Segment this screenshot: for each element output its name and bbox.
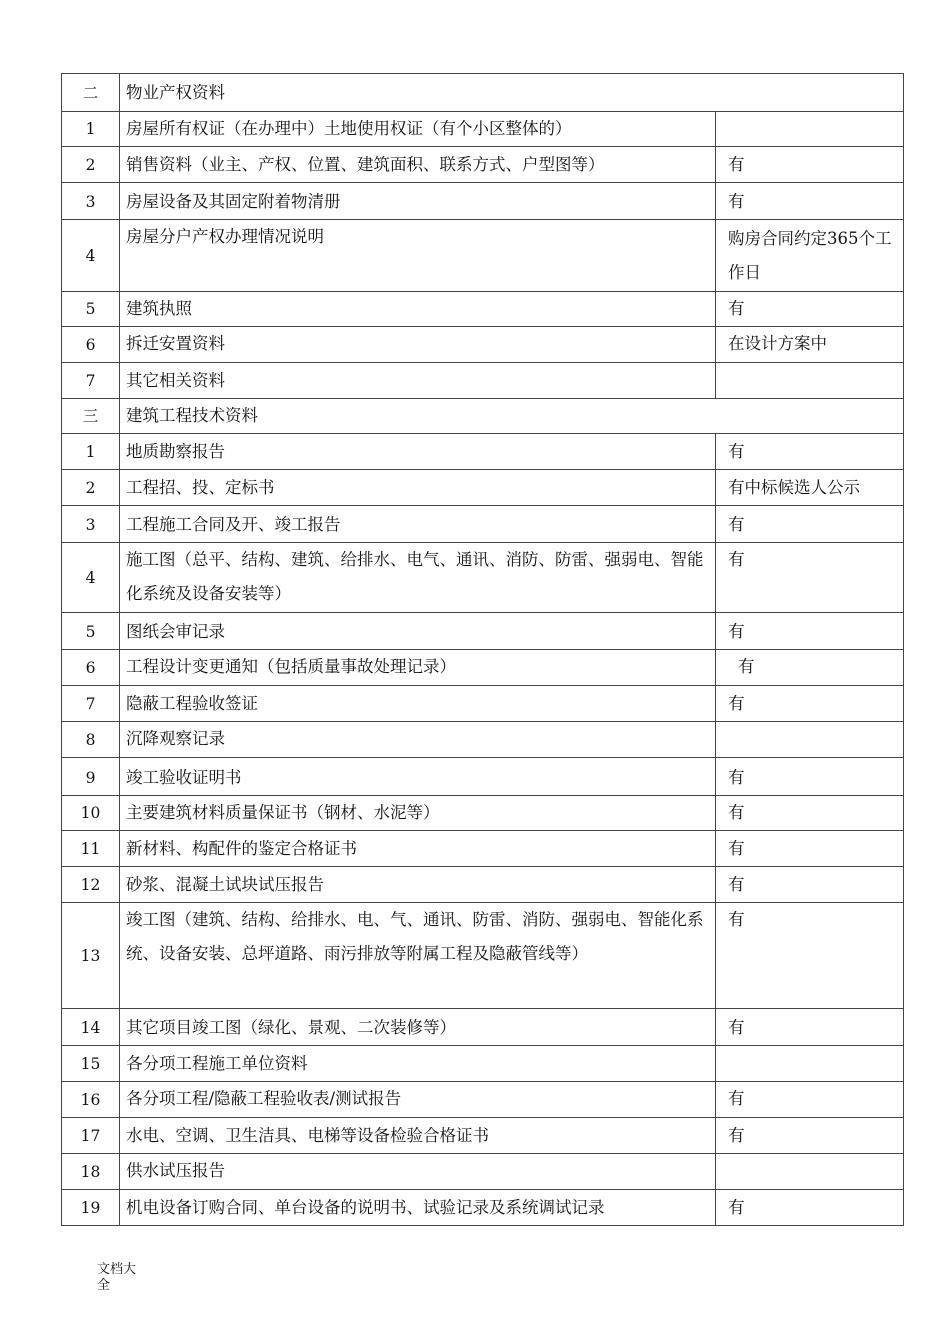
table-row [62, 470, 904, 506]
row-number: 9 [62, 758, 120, 796]
row-status: 有 [716, 796, 904, 831]
row-item: 拆迁安置资料 [120, 327, 716, 363]
section-number: 三 [62, 399, 120, 434]
row-item: 供水试压报告 [120, 1154, 716, 1190]
table-row [62, 722, 904, 758]
row-status: 有中标候选人公示 [716, 470, 904, 506]
row-number: 1 [62, 112, 120, 147]
row-status: 有 [716, 1118, 904, 1154]
row-item: 各分项工程施工单位资料 [120, 1046, 716, 1082]
row-item: 其它项目竣工图（绿化、景观、二次装修等） [120, 1009, 716, 1046]
row-item: 工程招、投、定标书 [120, 470, 716, 506]
table-row [62, 434, 904, 470]
row-number: 2 [62, 470, 120, 506]
row-number: 13 [62, 903, 120, 1009]
row-status [716, 363, 904, 399]
row-number: 6 [62, 650, 120, 686]
row-number: 5 [62, 292, 120, 327]
row-status: 有 [716, 1009, 904, 1046]
table-row [62, 112, 904, 147]
row-number: 7 [62, 363, 120, 399]
asset-document-table [61, 73, 904, 1226]
row-number: 2 [62, 147, 120, 183]
row-item: 竣工图（建筑、结构、给排水、电、气、通讯、防雷、消防、强弱电、智能化系统、设备安装、总坪道路、雨污排放等附属工程及隐蔽管线等） [120, 903, 716, 1009]
row-status [716, 722, 904, 758]
row-item: 施工图（总平、结构、建筑、给排水、电气、通讯、消防、防雷、强弱电、智能化系统及设备安装等） [120, 543, 716, 613]
row-status: 有 [716, 867, 904, 903]
table-row [62, 1190, 904, 1226]
table-row [62, 686, 904, 722]
row-item: 其它相关资料 [120, 363, 716, 399]
table-row [62, 220, 904, 292]
section-number: 二 [62, 74, 120, 112]
row-number: 6 [62, 327, 120, 363]
row-number: 4 [62, 220, 120, 292]
table-row [62, 506, 904, 543]
table-row [62, 543, 904, 613]
row-number: 11 [62, 831, 120, 867]
row-status: 有 [716, 147, 904, 183]
table-row [62, 183, 904, 220]
table-row [62, 363, 904, 399]
row-item: 房屋分户产权办理情况说明 [120, 220, 716, 292]
table-row [62, 327, 904, 363]
row-status [716, 1046, 904, 1082]
row-item: 水电、空调、卫生洁具、电梯等设备检验合格证书 [120, 1118, 716, 1154]
row-number: 3 [62, 183, 120, 220]
row-item: 机电设备订购合同、单台设备的说明书、试验记录及系统调试记录 [120, 1190, 716, 1226]
row-item: 隐蔽工程验收签证 [120, 686, 716, 722]
row-status: 有 [716, 506, 904, 543]
row-status: 有 [716, 758, 904, 796]
row-number: 17 [62, 1118, 120, 1154]
row-item: 沉降观察记录 [120, 722, 716, 758]
row-status: 有 [716, 686, 904, 722]
table-row [62, 1154, 904, 1190]
row-item: 新材料、构配件的鉴定合格证书 [120, 831, 716, 867]
row-number: 5 [62, 613, 120, 650]
row-number: 16 [62, 1082, 120, 1118]
row-item: 砂浆、混凝土试块试压报告 [120, 867, 716, 903]
row-number: 19 [62, 1190, 120, 1226]
row-number: 10 [62, 796, 120, 831]
row-number: 4 [62, 543, 120, 613]
row-status: 有 [716, 650, 904, 686]
table-row [62, 1009, 904, 1046]
row-number: 12 [62, 867, 120, 903]
row-item: 各分项工程/隐蔽工程验收表/测试报告 [120, 1082, 716, 1118]
table-row [62, 147, 904, 183]
table-row [62, 613, 904, 650]
row-status: 有 [716, 292, 904, 327]
table-row [62, 650, 904, 686]
row-number: 3 [62, 506, 120, 543]
table-row [62, 831, 904, 867]
table-row [62, 903, 904, 1009]
row-status: 有 [716, 903, 904, 1009]
row-status [716, 112, 904, 147]
table-row [62, 1118, 904, 1154]
row-item: 销售资料（业主、产权、位置、建筑面积、联系方式、户型图等） [120, 147, 716, 183]
row-item: 房屋所有权证（在办理中）土地使用权证（有个小区整体的） [120, 112, 716, 147]
section-title: 物业产权资料 [120, 74, 904, 112]
section-title: 建筑工程技术资料 [120, 399, 904, 434]
table-row [62, 867, 904, 903]
row-number: 7 [62, 686, 120, 722]
section-header-row [62, 74, 904, 112]
row-item: 工程施工合同及开、竣工报告 [120, 506, 716, 543]
row-status: 有 [716, 543, 904, 613]
row-item: 房屋设备及其固定附着物清册 [120, 183, 716, 220]
row-number: 8 [62, 722, 120, 758]
row-item: 建筑执照 [120, 292, 716, 327]
row-status: 有 [716, 1190, 904, 1226]
row-status: 在设计方案中 [716, 327, 904, 363]
table-row [62, 292, 904, 327]
row-number: 18 [62, 1154, 120, 1190]
table-row [62, 1082, 904, 1118]
row-item: 图纸会审记录 [120, 613, 716, 650]
row-item: 主要建筑材料质量保证书（钢材、水泥等） [120, 796, 716, 831]
section-header-row [62, 399, 904, 434]
row-item: 工程设计变更通知（包括质量事故处理记录） [120, 650, 716, 686]
row-status: 有 [716, 613, 904, 650]
row-number: 1 [62, 434, 120, 470]
row-status: 有 [716, 183, 904, 220]
row-status: 购房合同约定365个工作日 [716, 220, 904, 292]
row-status [716, 1154, 904, 1190]
table-row [62, 758, 904, 796]
footer-label: 文档大全 [97, 1262, 137, 1293]
row-number: 14 [62, 1009, 120, 1046]
row-status: 有 [716, 831, 904, 867]
row-status: 有 [716, 434, 904, 470]
row-status: 有 [716, 1082, 904, 1118]
table-row [62, 1046, 904, 1082]
table-row [62, 796, 904, 831]
row-number: 15 [62, 1046, 120, 1082]
row-item: 竣工验收证明书 [120, 758, 716, 796]
row-item: 地质勘察报告 [120, 434, 716, 470]
